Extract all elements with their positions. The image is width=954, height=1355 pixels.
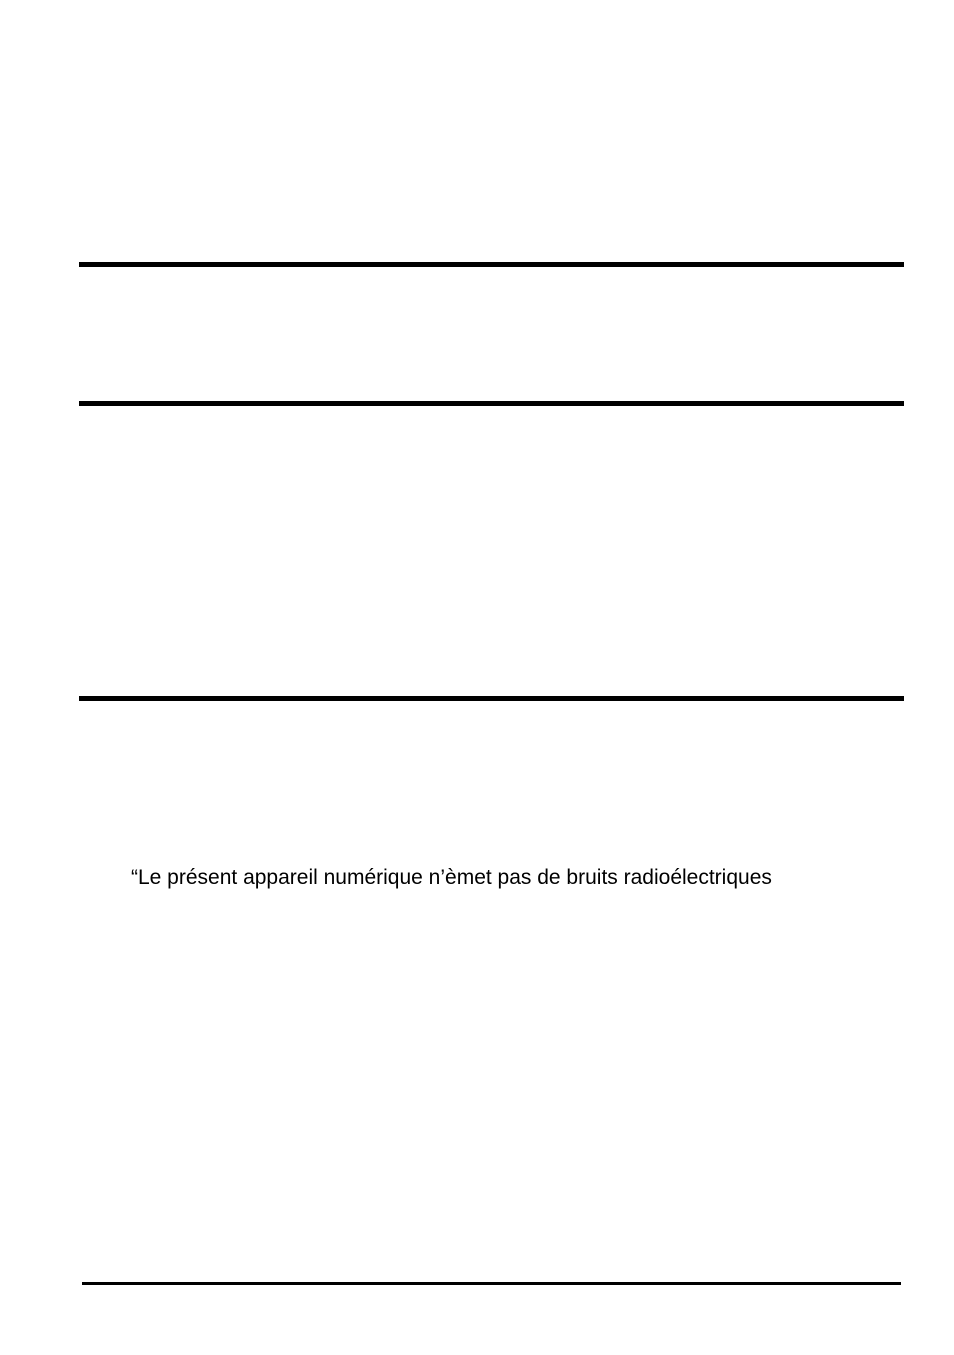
horizontal-rule-third	[79, 696, 904, 701]
horizontal-rule-second	[79, 401, 904, 406]
footer-rule	[82, 1282, 901, 1285]
horizontal-rule-top	[79, 262, 904, 267]
compliance-notice-text: “Le présent appareil numérique n’èmet pas de bruits radioélectriques	[131, 866, 772, 889]
